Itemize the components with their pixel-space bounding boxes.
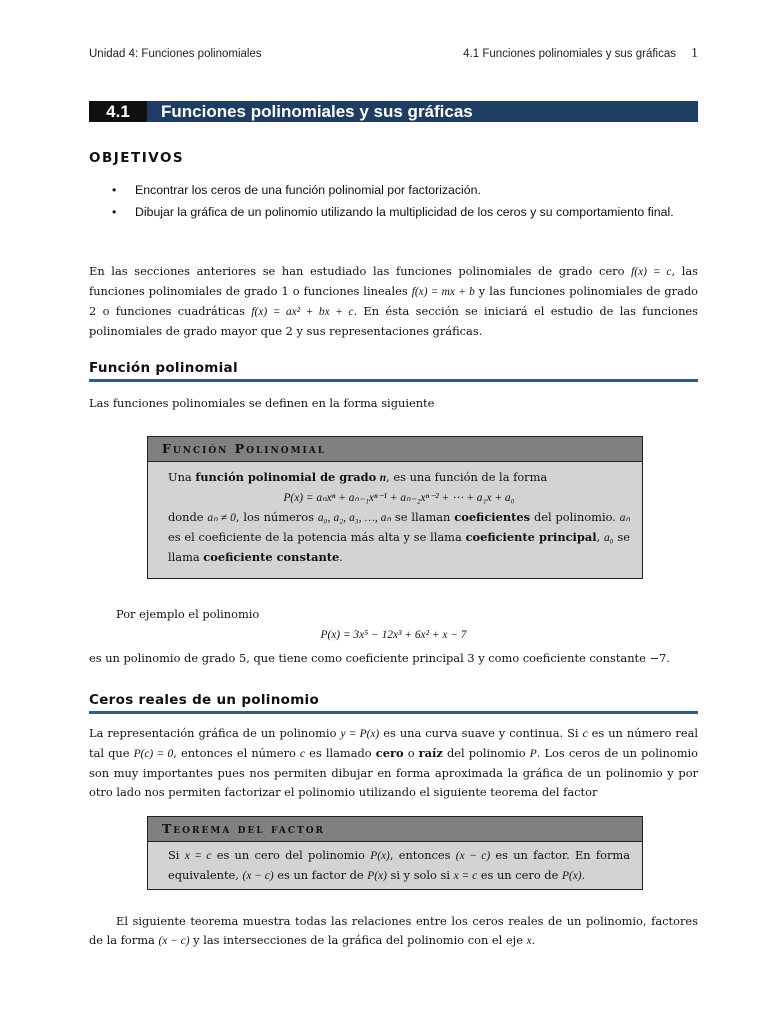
heading-funcion-polinomial: Función polinomial bbox=[89, 360, 698, 376]
ceros-paragraph: La representación gráfica de un polinomio y = P(x) es una curva suave y continua. Si c es un número real tal que P(c) = 0, entonces el número c es llamado cero o raíz del polinomio P. Los ceros de un polinomio son muy importantes pues nos permiten dibujar en forma aproximada la gráfica de un polinomio y por otro lado nos permiten factorizar el polinomio utilizando el siguiente teorema del factor bbox=[89, 726, 699, 799]
section-title: Funciones polinomiales y sus gráficas bbox=[161, 102, 473, 121]
definition-box-title: Función Polinomial bbox=[148, 437, 642, 462]
theorem-box-title: Teorema del factor bbox=[148, 817, 642, 842]
heading-ceros-reales: Ceros reales de un polinomio bbox=[89, 692, 698, 708]
definition-box bbox=[147, 436, 643, 579]
bullet-icon: • bbox=[112, 205, 117, 219]
section-title-bar bbox=[89, 101, 698, 122]
example-lead: Por ejemplo el polinomio bbox=[116, 607, 260, 621]
bullet-icon: • bbox=[112, 183, 117, 197]
closing-paragraph: El siguiente teorema muestra todas las relaciones entre los ceros reales de un polinomio, factores de la forma (x − c) y las intersecciones de la gráfica del polinomio con el eje x. bbox=[89, 914, 698, 947]
example-formula: P(x) = 3x⁵ − 12x³ + 6x² + x − 7 bbox=[320, 629, 467, 641]
page-header bbox=[89, 48, 698, 64]
heading-rule bbox=[89, 379, 698, 382]
section-number: 4.1 bbox=[89, 101, 147, 122]
lead-text: Las funciones polinomiales se definen en la forma siguiente bbox=[89, 396, 435, 410]
objectives-list bbox=[112, 183, 702, 227]
header-section: 4.1 Funciones polinomiales y sus gráficas bbox=[463, 48, 676, 60]
definition-line-1: Una función polinomial de grado n, es una función de la forma bbox=[168, 470, 548, 484]
intro-paragraph: En las secciones anteriores se han estudiado las funciones polinomiales de grado cero f(x) = c, las funciones polinomiales de grado 1 o funciones lineales f(x) = mx + b y las funciones polinomiales de grado 2 o funciones cuadráticas f(x) = ax² + bx + c. En ésta sección se iniciará el estudio de las funciones polinomiales de grado mayor que 2 y sus representaciones gráficas. bbox=[89, 264, 699, 338]
definition-formula: P(x) = aₙxⁿ + aₙ₋₁xⁿ⁻¹ + aₙ₋₂xⁿ⁻² + ⋯ + a₁x + a₀ bbox=[283, 492, 515, 504]
theorem-box bbox=[147, 816, 643, 890]
page-number: 1 bbox=[691, 46, 698, 61]
theorem-text: Si x = c es un cero del polinomio P(x), entonces (x − c) es un factor. En forma equivalente, (x − c) es un factor de P(x) si y solo si x = c es un cero de P(x). bbox=[168, 848, 630, 882]
definition-description: donde aₙ ≠ 0, los números a₀, a₂, a₃, …, aₙ se llaman coeficientes del polinomio. aₙ es el coeficiente de la potencia más alta y se llama coeficiente principal, a₀ se llama coeficiente constante. bbox=[168, 510, 630, 564]
list-item: • Encontrar los ceros de una función polinomial por factorización. bbox=[112, 183, 481, 197]
objectives-heading: OBJETIVOS bbox=[89, 150, 185, 166]
header-unit: Unidad 4: Funciones polinomiales bbox=[89, 48, 262, 60]
list-item: • Dibujar la gráfica de un polinomio utilizando la multiplicidad de los ceros y su comportamiento final. bbox=[112, 205, 674, 219]
heading-rule bbox=[89, 711, 698, 714]
example-explanation: es un polinomio de grado 5, que tiene como coeficiente principal 3 y como coeficiente constante −7. bbox=[89, 651, 670, 665]
